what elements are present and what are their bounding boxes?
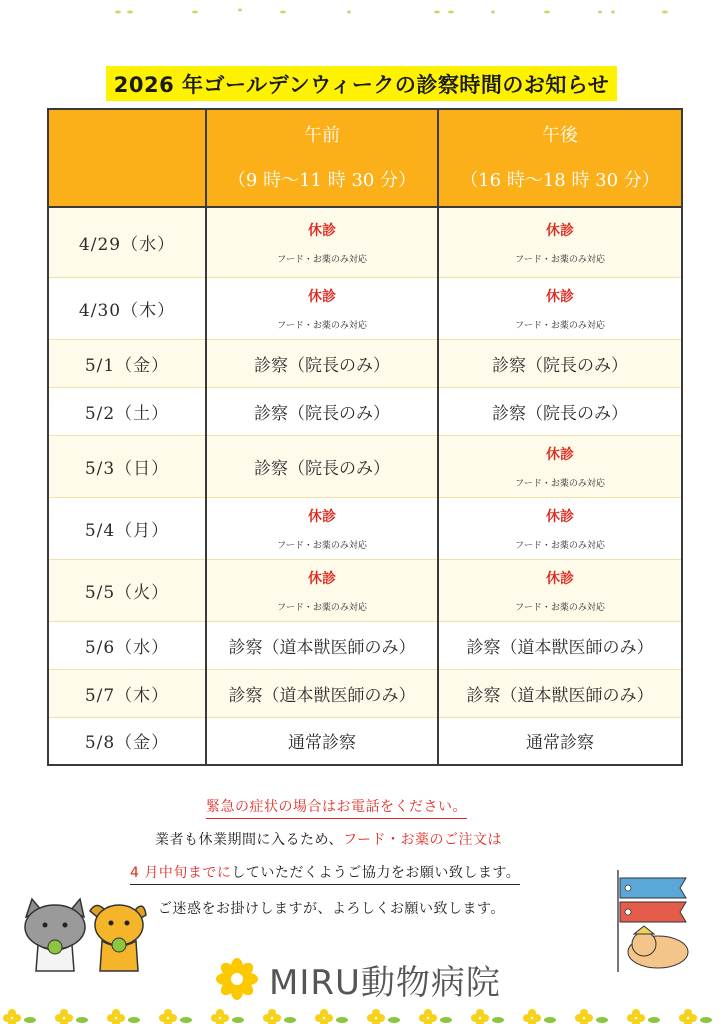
notice-line-3-b: していただくようご協力をお願い致します。 — [231, 865, 521, 881]
closed-label: 休診 — [308, 508, 336, 525]
closed-note: フード・お薬のみ対応 — [277, 602, 367, 613]
date-cell: 5/8（金） — [48, 717, 206, 765]
header-am-time: （9 時〜11 時 30 分） — [227, 170, 417, 191]
flower-icon — [215, 957, 259, 1001]
date-cell: 4/30（木） — [48, 277, 206, 339]
table-row — [48, 435, 682, 497]
date-cell: 5/6（水） — [48, 621, 206, 669]
cat-and-dog-illustration-icon — [18, 895, 148, 975]
am-cell — [206, 277, 438, 339]
small-flower-icon — [419, 1009, 452, 1024]
pm-cell — [438, 497, 682, 559]
header-am-label: 午前 — [304, 124, 340, 146]
header-pm-cell — [438, 109, 682, 207]
notice-line-2-a: 業者も休業期間に入るため、 — [155, 832, 343, 848]
date-cell: 5/5（火） — [48, 559, 206, 621]
small-flower-icon — [575, 1009, 608, 1024]
am-cell — [206, 559, 438, 621]
small-flower-icon — [471, 1009, 504, 1024]
page-title: 2026 年ゴールデンウィークの診察時間のお知らせ — [106, 66, 618, 101]
table-row — [48, 207, 682, 277]
header-pm-time: （16 時〜18 時 30 分） — [460, 170, 660, 191]
closed-label: 休診 — [546, 508, 574, 525]
pm-cell: 通常診察 — [438, 717, 682, 765]
pm-cell: 診察（道本獣医師のみ） — [438, 669, 682, 717]
header-pm-label: 午後 — [542, 124, 578, 146]
closed-note: フード・お薬のみ対応 — [515, 602, 605, 613]
am-cell — [206, 497, 438, 559]
header-date-cell — [48, 109, 206, 207]
koinobori-illustration-icon — [600, 868, 700, 978]
am-cell: 通常診察 — [206, 717, 438, 765]
table-row — [48, 277, 682, 339]
table-row — [48, 717, 682, 765]
notice-line-emergency: 緊急の症状の場合はお電話をください。 — [206, 796, 467, 819]
small-flower-icon — [211, 1009, 244, 1024]
closed-label: 休診 — [308, 288, 336, 305]
closed-label: 休診 — [308, 222, 336, 239]
pm-cell — [438, 277, 682, 339]
notice-line-4: ご迷惑をお掛けしますが、よろしくお願い致します。 — [158, 901, 505, 917]
pm-cell: 診察（道本獣医師のみ） — [438, 621, 682, 669]
closed-note: フード・お薬のみ対応 — [515, 540, 605, 551]
clinic-logo — [215, 954, 501, 1004]
closed-label: 休診 — [546, 570, 574, 587]
am-cell — [206, 207, 438, 277]
notice-line-2 — [155, 829, 502, 849]
date-cell: 4/29（水） — [48, 207, 206, 277]
date-cell: 5/2（土） — [48, 387, 206, 435]
pm-cell — [438, 435, 682, 497]
pm-cell — [438, 559, 682, 621]
small-flower-icon — [3, 1009, 36, 1024]
closed-note: フード・お薬のみ対応 — [277, 540, 367, 551]
closed-note: フード・お薬のみ対応 — [277, 320, 367, 331]
date-cell: 5/7（木） — [48, 669, 206, 717]
date-cell: 5/3（日） — [48, 435, 206, 497]
small-flower-icon — [627, 1009, 660, 1024]
closed-note: フード・お薬のみ対応 — [277, 254, 367, 265]
notice-line-2-b: フード・お薬のご注文は — [342, 832, 503, 848]
small-flower-icon — [679, 1009, 712, 1024]
closed-note: フード・お薬のみ対応 — [515, 320, 605, 331]
table-row — [48, 497, 682, 559]
decorative-flowers-bottom — [0, 1004, 723, 1024]
small-flower-icon — [55, 1009, 88, 1024]
small-flower-icon — [107, 1009, 140, 1024]
schedule-table — [47, 108, 683, 766]
notice-line-3 — [130, 862, 520, 885]
closed-note: フード・お薬のみ対応 — [515, 478, 605, 489]
small-flower-icon — [523, 1009, 556, 1024]
am-cell: 診察（道本獣医師のみ） — [206, 621, 438, 669]
small-flower-icon — [159, 1009, 192, 1024]
closed-note: フード・お薬のみ対応 — [515, 254, 605, 265]
table-row — [48, 621, 682, 669]
am-cell: 診察（院長のみ） — [206, 387, 438, 435]
date-cell: 5/1（金） — [48, 339, 206, 387]
am-cell: 診察（院長のみ） — [206, 435, 438, 497]
small-flower-icon — [263, 1009, 296, 1024]
table-header-row — [48, 109, 682, 207]
am-cell: 診察（院長のみ） — [206, 339, 438, 387]
notice-line-3-a: 4 月中旬までに — [130, 865, 232, 881]
table-row — [48, 339, 682, 387]
pm-cell: 診察（院長のみ） — [438, 387, 682, 435]
small-flower-icon — [315, 1009, 348, 1024]
pm-cell — [438, 207, 682, 277]
decorative-dots-top — [0, 0, 723, 22]
date-cell: 5/4（月） — [48, 497, 206, 559]
closed-label: 休診 — [546, 446, 574, 463]
closed-label: 休診 — [308, 570, 336, 587]
header-am-cell — [206, 109, 438, 207]
pm-cell: 診察（院長のみ） — [438, 339, 682, 387]
closed-label: 休診 — [546, 288, 574, 305]
clinic-name: MIRU動物病院 — [269, 962, 501, 1003]
table-row — [48, 387, 682, 435]
am-cell: 診察（道本獣医師のみ） — [206, 669, 438, 717]
table-row — [48, 669, 682, 717]
closed-label: 休診 — [546, 222, 574, 239]
small-flower-icon — [367, 1009, 400, 1024]
table-row — [48, 559, 682, 621]
title-wrap — [0, 66, 723, 101]
